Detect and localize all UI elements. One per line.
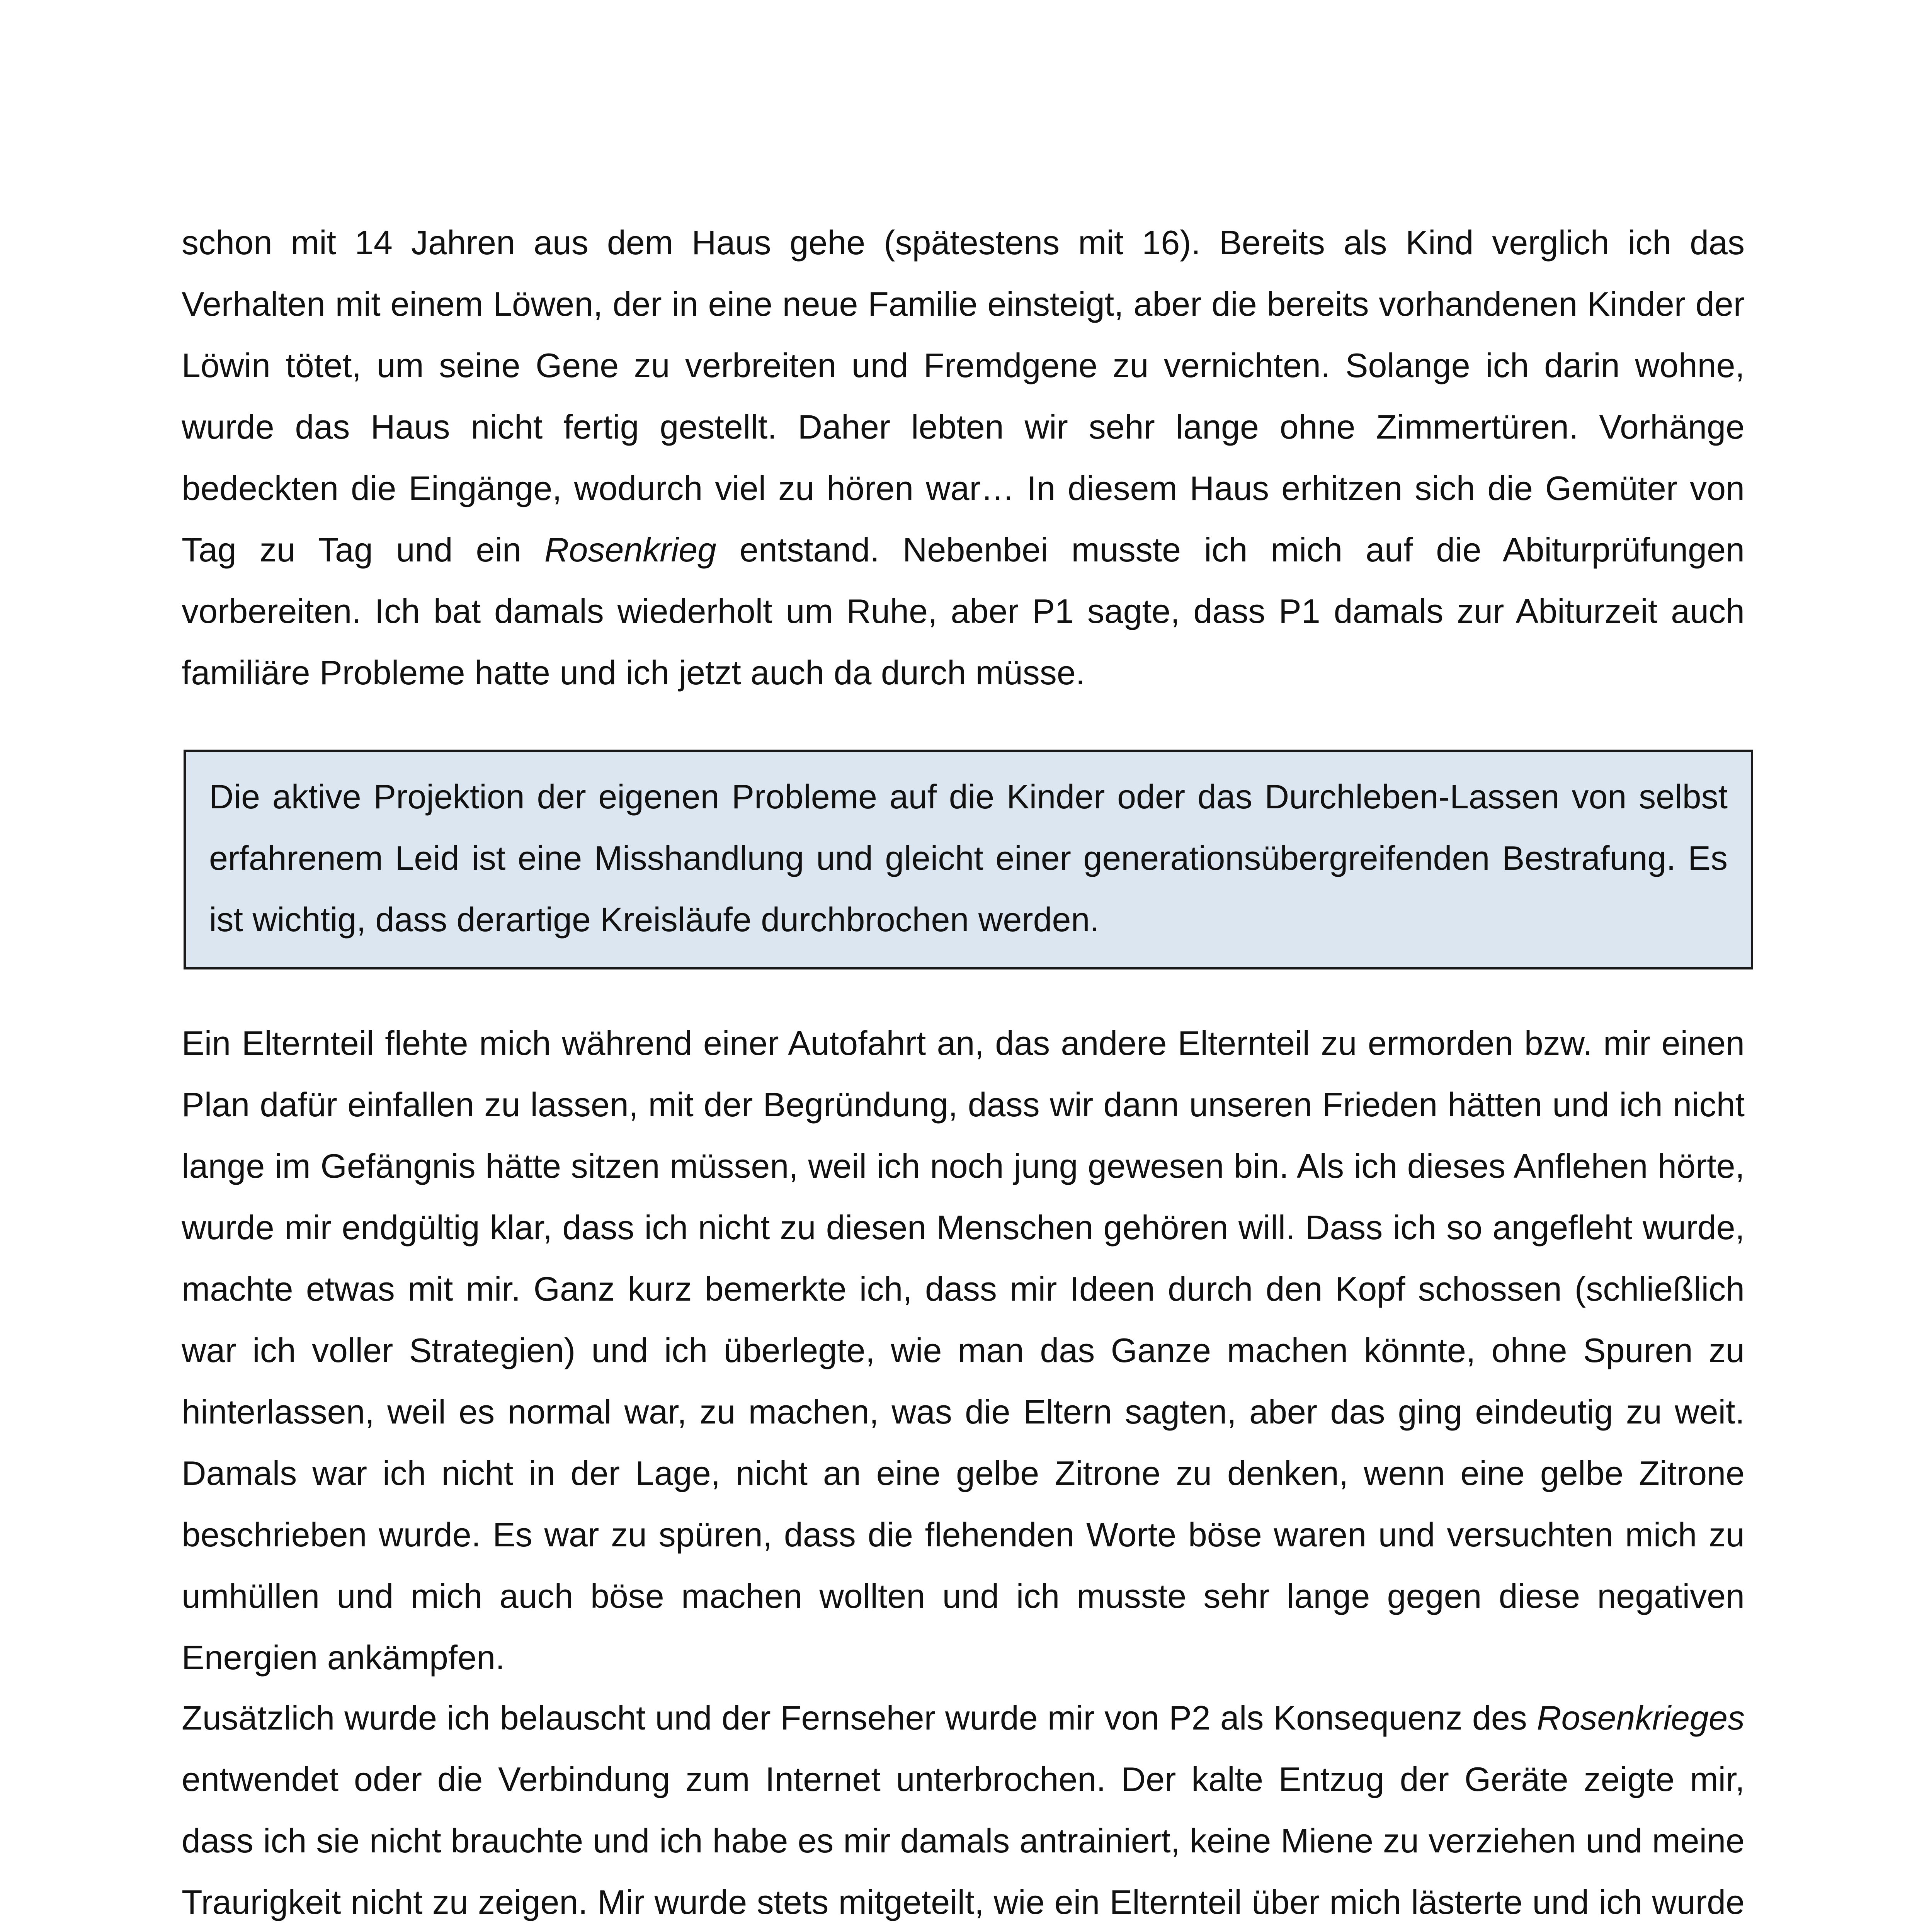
paragraph-1-text-rest: entstand. Nebenbei musste ich mich auf die Abiturprüfungen vorbereiten. Ich bat damals wiederholt um Ruhe, aber P1 sagte, dass P1 damals zur Abiturzeit auch familiäre Probleme hatte und ich jetzt auch da durch müsse. [182, 531, 1745, 692]
paragraph-1-text: schon mit 14 Jahren aus dem Haus gehe (spätestens mit 16). Bereits als Kind verglich ich das Verhalten mit einem Löwen, der in eine neue Familie einsteigt, aber die bereits vorhandenen Kinder der Löwin tötet, um seine Gene zu verbreiten und Fremdgene zu vernichten. Solange ich darin wohne, wurde das Haus nicht fertig gestellt. Daher lebten wir sehr lange ohne Zimmertüren. Vorhänge bedeckten die Eingänge, wodurch viel zu hören war… In diesem Haus erhitzen sich die Gemüter von Tag zu Tag und ein [182, 223, 1745, 569]
paragraph-1-italic: Rosenkrieg [544, 531, 716, 569]
paragraph-2-text: Ein Elternteil flehte mich während einer Autofahrt an, das andere Elternteil zu ermorden bzw. mir einen Plan dafür einfallen zu lassen, mit der Begründung, dass wir dann unseren Frieden hätten und ich nicht lange im Gefängnis hätte sitzen müssen, weil ich noch jung gewesen bin. Als ich dieses Anflehen hörte, wurde mir endgültig klar, dass ich nicht zu diesen Menschen gehören will. Dass ich so angefleht wurde, machte etwas mit mir. Ganz kurz bemerkte ich, dass mir Ideen durch den Kopf schossen (schließlich war ich voller Strategien) und ich überlegte, wie man das Ganze machen könnte, ohne Spuren zu hinterlassen, weil es normal war, zu machen, was die Eltern sagten, aber das ging eindeutig zu weit. Damals war ich nicht in der Lage, nicht an eine gelbe Zitrone zu denken, wenn eine gelbe Zitrone beschrieben wurde. Es war zu spüren, dass die flehenden Worte böse waren und versuchten mich zu umhüllen und mich auch böse machen wollten und ich musste sehr lange gegen diese negativen Energien ankämpfen. [182, 1024, 1745, 1677]
paragraph-3-text-rest: entwendet oder die Verbindung zum Internet unterbrochen. Der kalte Entzug der Geräte zeigte mir, dass ich sie nicht brauchte und ich habe es mir damals antrainiert, keine Miene zu verziehen und meine Traurigkeit nicht zu zeigen. Mir wurde stets mitgeteilt, wie ein Elternteil über mich lästerte und ich wurde [182, 1760, 1745, 1921]
paragraph-2 [182, 1012, 1745, 1688]
paragraph-3 [182, 1687, 1745, 1932]
paragraph-3-text: Zusätzlich wurde ich belauscht und der Fernseher wurde mir von P2 als Konsequenz des [182, 1699, 1537, 1737]
callout-box-1 [184, 750, 1753, 969]
paragraph-3-italic: Rosenkrieges [1536, 1699, 1745, 1737]
callout-box-1-text: Die aktive Projektion der eigenen Probleme auf die Kinder oder das Durchleben-Lassen von selbst erfahrenem Leid ist eine Misshandlung und gleicht einer generationsübergreifenden Bestrafung. Es ist wichtig, dass derartige Kreisläufe durchbrochen werden. [209, 777, 1728, 939]
paragraph-1 [182, 212, 1745, 703]
